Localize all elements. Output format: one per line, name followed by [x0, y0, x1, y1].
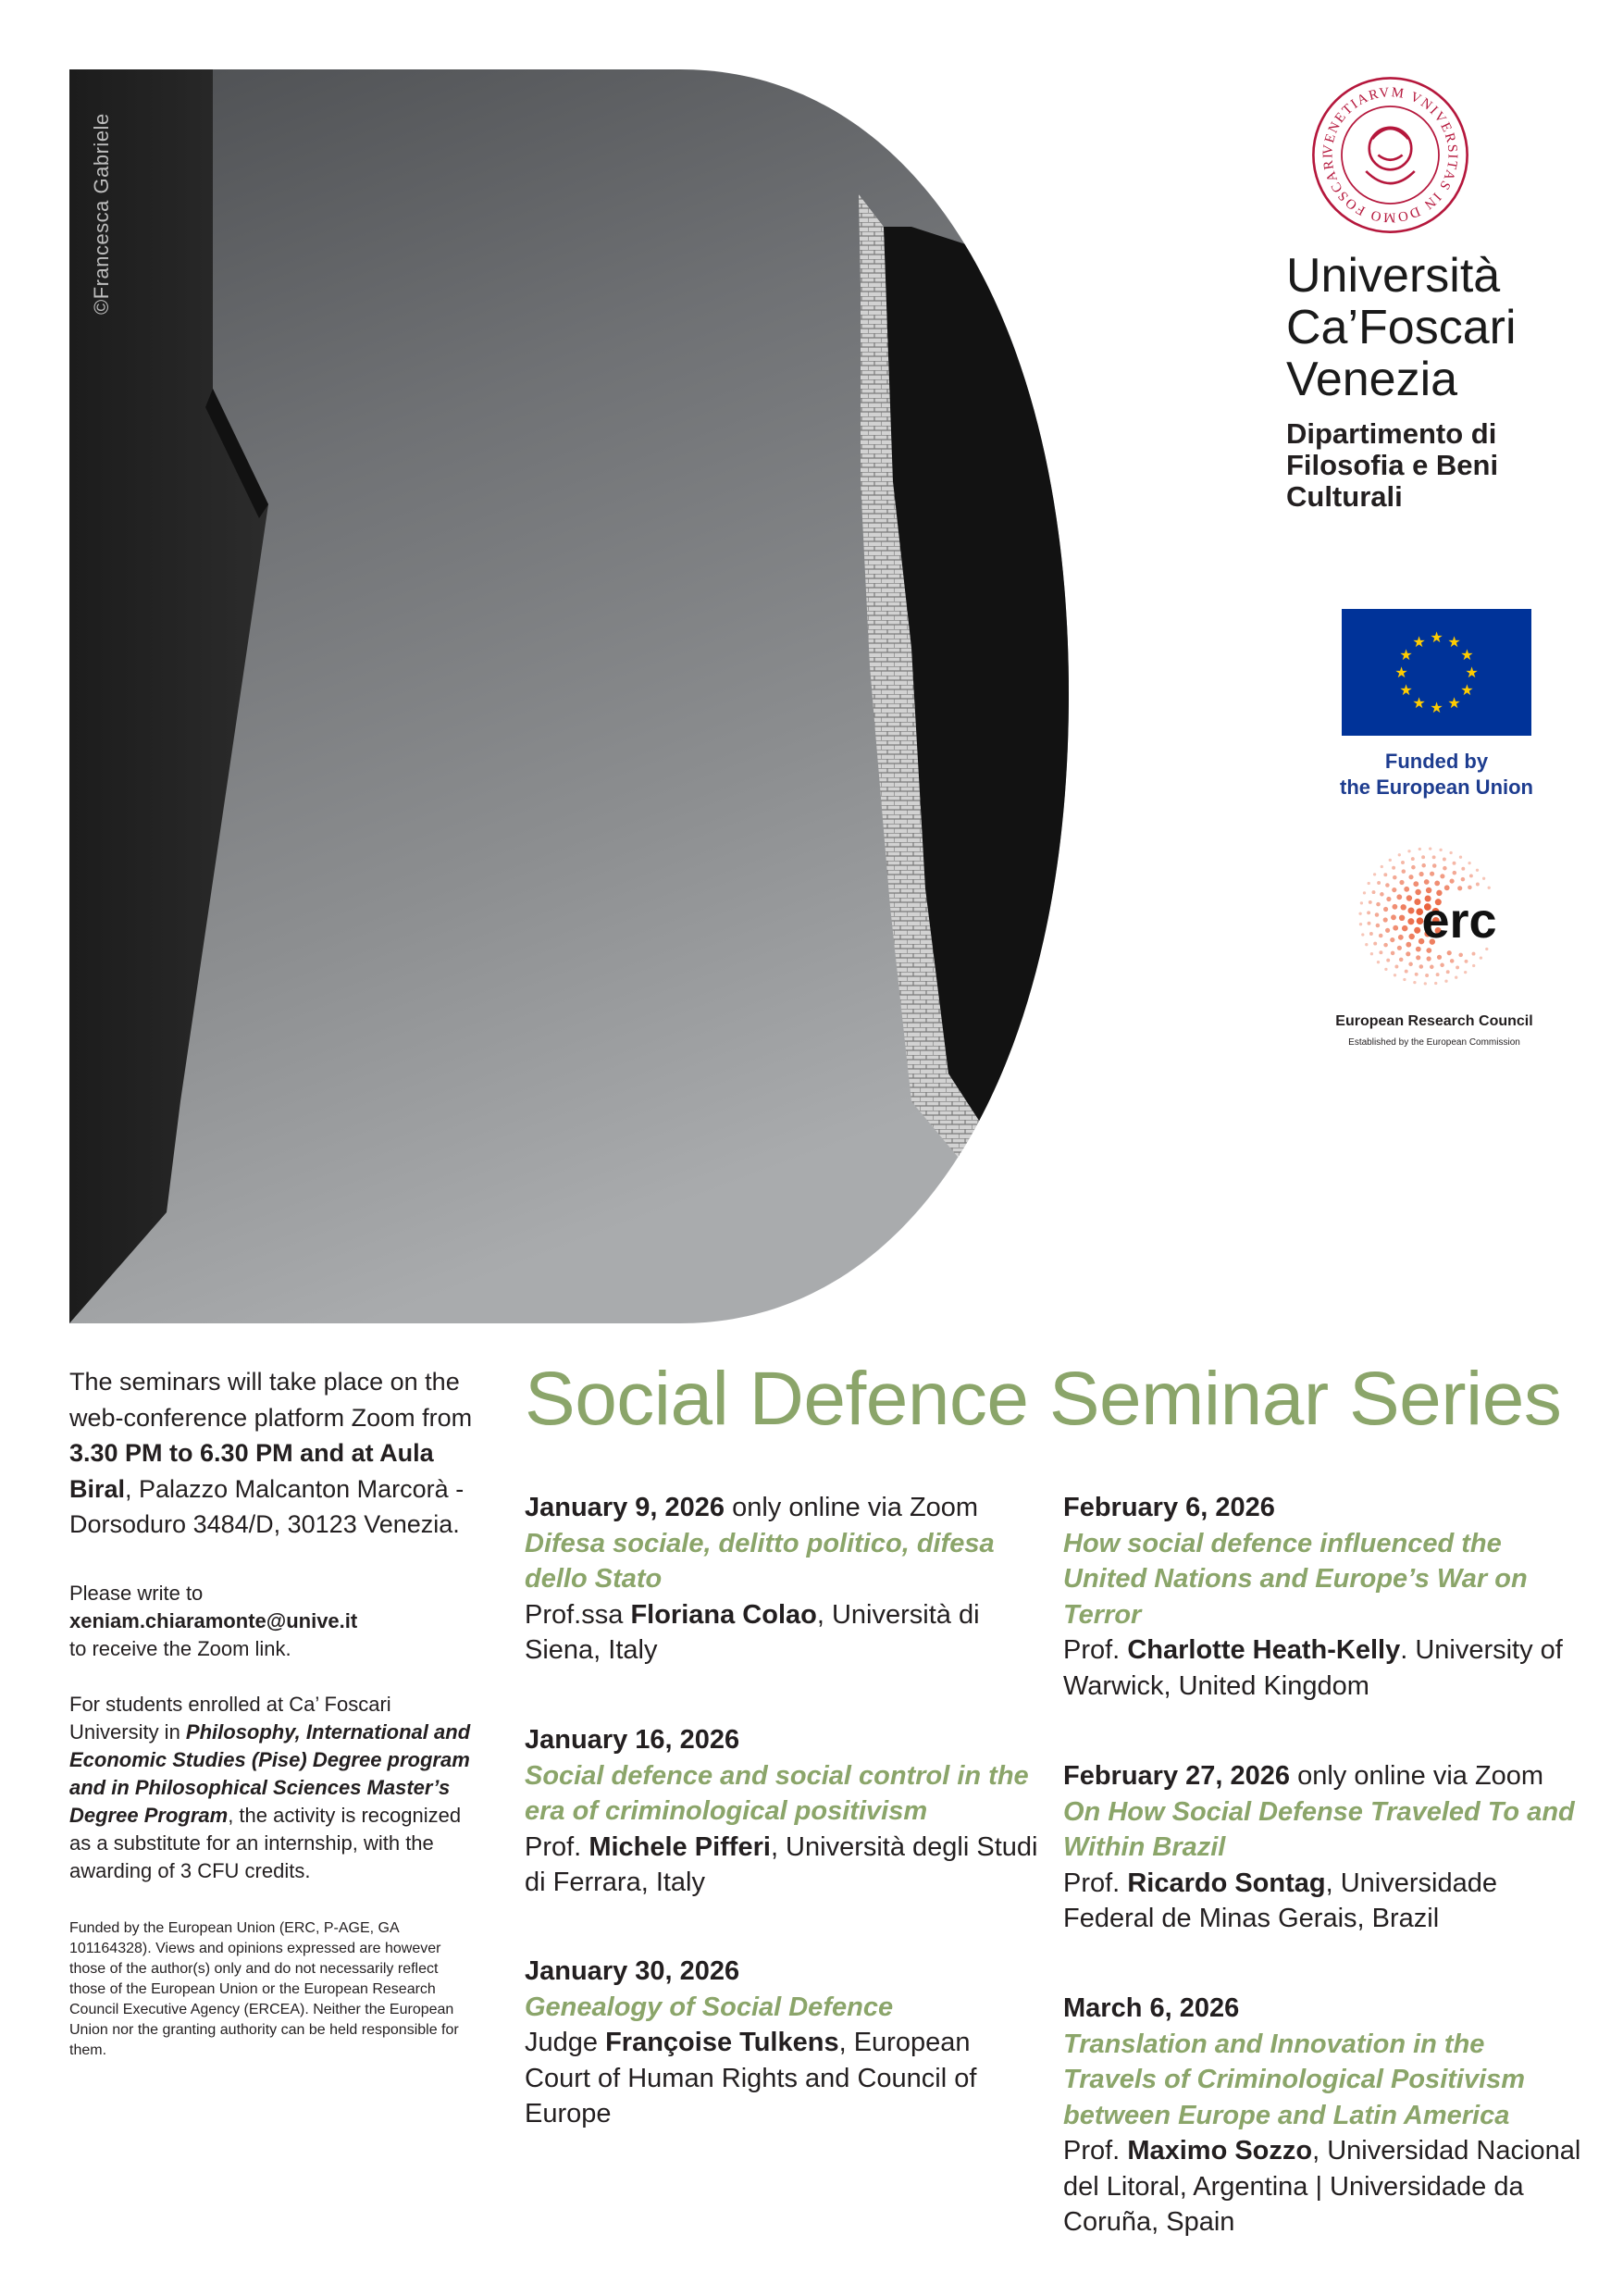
erc-dot	[1392, 904, 1397, 910]
erc-logo	[1314, 838, 1555, 1048]
erc-dot	[1381, 865, 1383, 868]
department-line: Dipartimento di	[1286, 417, 1497, 450]
erc-dot	[1419, 848, 1421, 850]
erc-dot	[1476, 883, 1480, 887]
erc-dot	[1402, 925, 1407, 931]
erc-dot	[1411, 865, 1416, 870]
eu-star-icon: ★	[1465, 664, 1479, 681]
erc-dot	[1415, 889, 1420, 895]
erc-dot	[1434, 880, 1440, 886]
erc-dot	[1408, 934, 1414, 939]
venue-text: The seminars will take place on the web-conference platform Zoom from	[69, 1368, 473, 1432]
erc-dot	[1461, 867, 1465, 871]
event-date: February 27, 2026	[1063, 1761, 1291, 1791]
erc-dot	[1399, 880, 1404, 885]
event-date: January 16, 2026	[525, 1725, 740, 1755]
erc-dot	[1361, 933, 1364, 936]
erc-dot	[1385, 883, 1390, 887]
erc-dot	[1459, 856, 1462, 859]
erc-dot	[1398, 853, 1401, 856]
erc-dot	[1480, 956, 1482, 959]
event-title: Genealogy of Social Defence	[525, 1992, 894, 2022]
erc-dot	[1399, 915, 1405, 921]
erc-dot	[1368, 882, 1370, 885]
university-name-line: Università	[1286, 249, 1501, 303]
eu-star-icon: ★	[1399, 681, 1413, 699]
event-date: March 6, 2026	[1063, 1993, 1240, 2023]
event-speaker-line	[525, 2025, 1043, 2132]
eu-star-icon: ★	[1447, 633, 1461, 652]
eu-star-icon: ★	[1430, 699, 1443, 716]
seal-icon	[1309, 74, 1471, 236]
erc-dot	[1432, 855, 1436, 859]
speaker-prefix: Judge	[525, 2028, 606, 2057]
erc-dot	[1377, 961, 1380, 963]
erc-dot	[1414, 927, 1420, 934]
series-title: Social Defence Seminar Series	[525, 1357, 1562, 1441]
students-info	[69, 1691, 477, 1885]
erc-dot	[1379, 934, 1383, 938]
erc-dot	[1456, 965, 1459, 969]
contact-info	[69, 1580, 477, 1663]
venue-time: 3.30 PM to 6.30 PM and at Aula Biral	[69, 1439, 434, 1503]
erc-dot	[1397, 946, 1402, 950]
erc-dot	[1373, 942, 1377, 946]
erc-dot	[1406, 951, 1410, 956]
funding-note: Funded by the European Union (ERC, P-AGE, GA 101164328). Views and opinions expressed are however those of the author(s) only and do not necessarily reflect those of the European Union or the European Research Council Executive Agency (ERCEA). Neither the European Union nor the granting authority can be held responsible for them.	[69, 1919, 459, 2058]
event-mode: only online via Zoom	[1290, 1761, 1544, 1791]
eu-flag-icon	[1342, 609, 1531, 736]
erc-dot	[1434, 982, 1437, 985]
erc-dot	[1373, 873, 1376, 875]
erc-dot	[1414, 899, 1420, 905]
event-date: January 30, 2026	[525, 1956, 740, 1986]
contact-text: Please write to	[69, 1581, 204, 1605]
erc-dot	[1443, 866, 1447, 871]
erc-dot	[1376, 924, 1381, 928]
erc-dot	[1401, 861, 1405, 864]
speaker-affiliation: , Universidade Federal de Minas Gerais, Brazil	[1063, 1868, 1497, 1933]
erc-dot	[1432, 863, 1437, 868]
erc-dot	[1469, 874, 1473, 877]
event-mode: only online via Zoom	[725, 1493, 979, 1522]
erc-dot	[1424, 879, 1430, 885]
event-item	[525, 1490, 1043, 1669]
erc-dot	[1450, 959, 1455, 963]
speaker-prefix: Prof.ssa	[525, 1599, 631, 1630]
eu-funded-line: the European Union	[1340, 776, 1533, 799]
erc-dot	[1377, 881, 1381, 885]
erc-dot	[1447, 950, 1452, 955]
erc-dot	[1405, 970, 1408, 974]
speaker-prefix: Prof.	[525, 1831, 589, 1862]
erc-dot	[1468, 886, 1472, 890]
erc-dot	[1390, 937, 1394, 942]
erc-dot	[1430, 872, 1434, 876]
erc-dot	[1455, 976, 1457, 979]
event-date: January 9, 2026	[525, 1493, 725, 1522]
department-name	[1286, 418, 1592, 513]
erc-dot	[1389, 859, 1392, 862]
event-item	[1063, 1991, 1581, 2240]
venue-info	[69, 1364, 477, 1543]
erc-dot	[1385, 928, 1390, 933]
contact-text: to receive the Zoom link.	[69, 1636, 291, 1660]
erc-dot	[1367, 911, 1370, 914]
students-text: For students enrolled at Ca’ Foscari University in	[69, 1692, 391, 1744]
erc-dot	[1383, 943, 1388, 948]
erc-dot	[1482, 877, 1485, 880]
eu-star-icon: ★	[1460, 646, 1474, 664]
erc-dot	[1446, 970, 1450, 974]
erc-dot	[1458, 953, 1463, 958]
erc-dot	[1402, 869, 1406, 874]
event-speaker-line	[1063, 1632, 1581, 1704]
erc-dot	[1369, 932, 1373, 936]
event-item	[525, 1722, 1043, 1901]
eu-star-icon: ★	[1430, 628, 1443, 646]
erc-dot	[1383, 907, 1388, 912]
venue-address: , Palazzo Malcanton Marcorà - Dorsoduro 3484/D, 30123 Venezia.	[69, 1474, 465, 1538]
eu-funded-line: Funded by	[1384, 750, 1489, 773]
department-line: Filosofia e Beni	[1286, 449, 1499, 481]
erc-dot	[1400, 904, 1406, 910]
event-title: Social defence and social control in the era of criminological positivism	[525, 1760, 1029, 1826]
contact-email[interactable]: xeniam.chiaramonte@unive.it	[69, 1608, 358, 1632]
event-title: On How Social Defense Traveled To and Within Brazil	[1063, 1796, 1575, 1862]
erc-dot	[1444, 980, 1447, 983]
erc-dot	[1464, 971, 1467, 974]
erc-dot	[1406, 942, 1411, 948]
erc-dot	[1360, 901, 1363, 904]
eu-logo	[1337, 609, 1536, 800]
erc-dot	[1383, 873, 1387, 876]
erc-dot	[1421, 863, 1426, 868]
erc-dot	[1416, 947, 1421, 952]
erc-dot	[1413, 881, 1419, 887]
eu-star-icon: ★	[1412, 693, 1426, 712]
speaker-affiliation: , European Court of Human Rights and Council of Europe	[525, 2028, 977, 2128]
erc-dot	[1407, 907, 1414, 913]
erc-dot	[1408, 875, 1413, 879]
erc-dot	[1369, 900, 1372, 904]
erc-dot	[1488, 887, 1491, 889]
erc-dot	[1436, 973, 1440, 976]
erc-dot	[1393, 875, 1397, 880]
erc-dot	[1392, 866, 1395, 870]
event-title: Difesa sociale, delitto politico, difesa dello Stato	[525, 1528, 995, 1594]
erc-dot	[1407, 918, 1414, 925]
erc-dot	[1476, 869, 1479, 872]
event-speaker-line	[525, 1597, 1043, 1669]
erc-dot	[1472, 952, 1476, 956]
erc-dot	[1375, 912, 1380, 917]
erc-dot	[1413, 981, 1416, 984]
speaker-name: Maximo Sozzo	[1127, 2136, 1313, 2166]
event-item	[525, 1954, 1043, 2132]
erc-dot	[1376, 902, 1381, 907]
erc-dot	[1370, 952, 1373, 955]
erc-dot	[1440, 874, 1444, 878]
erc-dot	[1391, 914, 1396, 920]
erc-dot	[1461, 877, 1466, 882]
erc-dot	[1380, 892, 1384, 897]
erc-dot	[1372, 890, 1376, 894]
erc-dot	[1379, 950, 1382, 954]
erc-dot	[1363, 891, 1366, 894]
erc-dot	[1427, 956, 1431, 961]
speaker-name: Floriana Colao	[630, 1599, 817, 1630]
degree-programs: Philosophy, International and Economic Studies (Pise) Degree program and in Philosophical Sciences Master’s Degree Program	[69, 1719, 471, 1827]
university-name-line: Venezia	[1286, 353, 1458, 406]
erc-dot	[1430, 965, 1434, 970]
event-item	[1063, 1490, 1581, 1704]
erc-dot	[1396, 894, 1402, 900]
erc-dot	[1407, 850, 1410, 852]
speaker-affiliation: , Università degli Studi di Ferrara, Italy	[525, 1831, 1038, 1897]
speaker-name: Charlotte Heath-Kelly	[1127, 1635, 1401, 1665]
event-speaker-line	[525, 1830, 1043, 1901]
university-logo	[1286, 74, 1592, 513]
erc-dot	[1386, 897, 1391, 901]
erc-acronym: erc	[1421, 893, 1497, 949]
speaker-prefix: Prof.	[1063, 1868, 1128, 1898]
erc-dot	[1457, 886, 1462, 890]
erc-dot	[1404, 887, 1409, 892]
erc-subtitle: Established by the European Commission	[1348, 1037, 1520, 1048]
erc-dot	[1394, 974, 1396, 976]
erc-dot	[1415, 973, 1419, 976]
photo-credit: ©Francesca Gabriele	[90, 113, 113, 315]
speaker-affiliation: . University of Warwick, United Kingdom	[1063, 1635, 1563, 1701]
eu-star-icon: ★	[1399, 646, 1413, 664]
erc-dot	[1403, 978, 1406, 981]
department-line: Culturali	[1286, 480, 1403, 513]
erc-dot	[1449, 851, 1452, 854]
erc-dot	[1391, 951, 1395, 956]
erc-dot	[1424, 982, 1427, 985]
erc-dot	[1393, 925, 1398, 931]
event-item	[1063, 1758, 1581, 1937]
erc-dot	[1425, 974, 1429, 977]
eu-star-icon: ★	[1394, 664, 1408, 681]
info-column	[69, 1364, 477, 2061]
erc-dot	[1472, 964, 1475, 967]
eu-star-icon: ★	[1412, 633, 1426, 652]
erc-name: European Research Council	[1335, 1013, 1533, 1029]
speaker-prefix: Prof.	[1063, 1635, 1128, 1665]
erc-dot	[1421, 855, 1425, 859]
erc-dot	[1392, 887, 1396, 892]
eu-star-icon: ★	[1447, 693, 1461, 712]
erc-dot	[1419, 964, 1424, 969]
speaker-prefix: Prof.	[1063, 2136, 1128, 2166]
erc-dot	[1406, 895, 1412, 900]
erc-dot	[1398, 935, 1404, 940]
erc-dot	[1359, 923, 1362, 925]
students-text: , the activity is recognized as a substitute for an internship, with the awarding of 3 CFU credits.	[69, 1803, 462, 1882]
erc-dot	[1439, 849, 1442, 851]
eu-star-icon: ★	[1460, 681, 1474, 699]
speaker-affiliation: , Università di Siena, Italy	[525, 1599, 980, 1665]
seal-text: VENETIARVM VNIVERSITAS IN DOMO FOSCARI	[1320, 85, 1460, 225]
erc-dot	[1465, 960, 1468, 963]
erc-dot	[1419, 872, 1424, 876]
erc-dot	[1399, 958, 1404, 962]
erc-icon	[1356, 838, 1513, 995]
university-name	[1286, 250, 1592, 405]
speaker-name: Ricardo Sontag	[1127, 1868, 1326, 1898]
erc-dot	[1383, 917, 1388, 922]
erc-dot	[1437, 955, 1442, 960]
erc-dot	[1365, 943, 1368, 946]
event-speaker-line	[1063, 2133, 1581, 2240]
event-speaker-line	[1063, 1866, 1581, 1937]
erc-dot	[1440, 963, 1444, 968]
erc-dot	[1429, 847, 1431, 850]
erc-dot	[1453, 862, 1456, 865]
erc-dot	[1450, 879, 1455, 884]
erc-dot	[1358, 912, 1361, 915]
erc-dot	[1411, 857, 1415, 861]
erc-dot	[1408, 962, 1413, 967]
erc-dot	[1453, 871, 1457, 875]
erc-dot	[1384, 968, 1387, 971]
event-title: Translation and Innovation in the Travels of Criminological Positivism between Europe and Latin America	[1063, 2029, 1526, 2130]
speaker-affiliation: , Universidad Nacional del Litoral, Argentina | Universidade da Coruña, Spain	[1063, 2136, 1581, 2237]
erc-dot	[1416, 955, 1420, 960]
event-title: How social defence influenced the United Nations and Europe’s War on Terror	[1063, 1528, 1528, 1630]
erc-dot	[1443, 858, 1446, 862]
erc-dot	[1444, 885, 1450, 890]
erc-dot	[1394, 965, 1398, 969]
erc-dot	[1386, 959, 1390, 962]
university-name-line: Ca’Foscari	[1286, 301, 1517, 354]
erc-dot	[1468, 862, 1470, 864]
event-date: February 6, 2026	[1063, 1493, 1275, 1522]
speaker-name: Michele Pifferi	[588, 1831, 771, 1862]
speaker-name: Françoise Tulkens	[605, 2028, 839, 2057]
erc-dot	[1368, 922, 1371, 925]
